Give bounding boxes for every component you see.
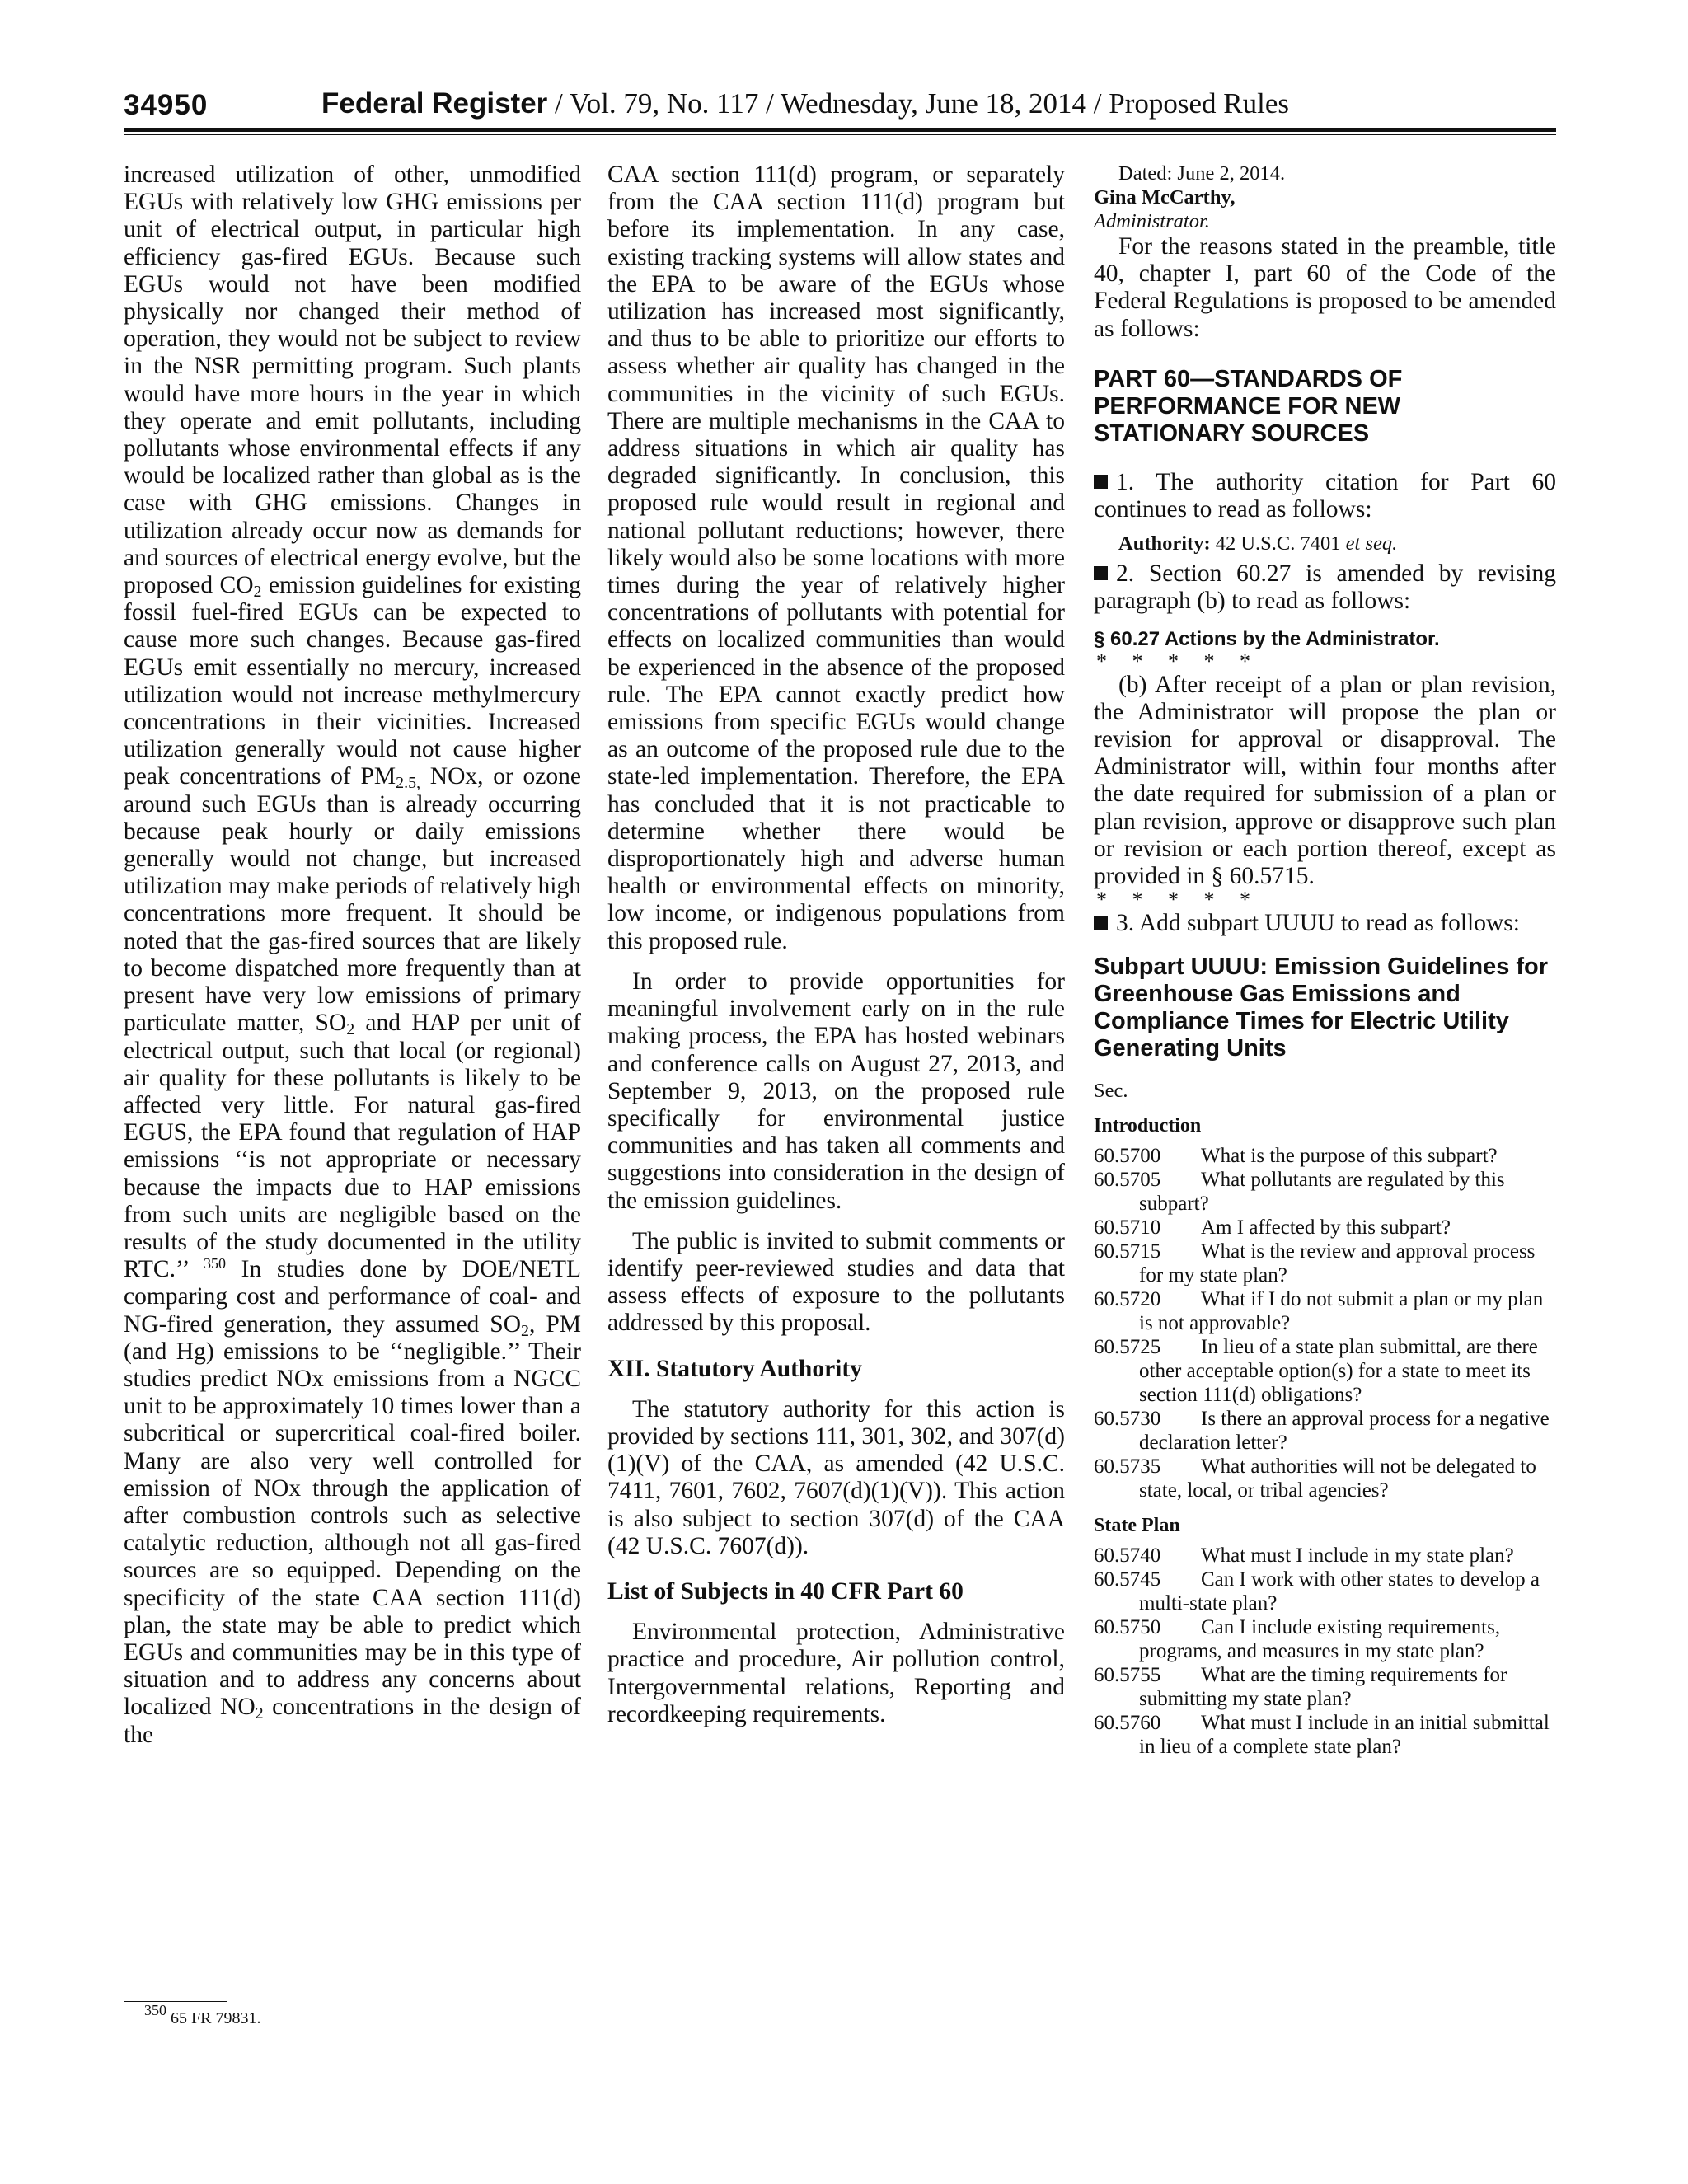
toc-section-number: 60.5750 <box>1094 1616 1161 1639</box>
toc-section-number: 60.5730 <box>1094 1408 1161 1431</box>
paragraph: In order to provide opportunities for meaningful involvement early on in the rule making process, the EPA has hosted webinars and conference calls on August 27, 2013, and September 9, 2013, on the proposed rule specifically for environmental justice communities and has taken all comments and suggestions into consideration in the design of the emission guidelines. <box>607 968 1065 1214</box>
toc-section-title: What is the purpose of this subpart? <box>1201 1145 1498 1168</box>
journal-name: Federal Register <box>321 87 548 120</box>
toc-item <box>1094 1568 1556 1615</box>
paragraph: The statutory authority for this action is provided by sections 111, 301, 302, and 307(d)(1)(V) of the CAA, as amended (42 U.S.C. 7411, 7601, 7602, 7607(d)(1)(V)). This action is also subject to section 307(d) of the CAA (42 U.S.C. 7607(d)). <box>607 1395 1065 1559</box>
square-bullet-icon <box>1094 916 1108 930</box>
section-heading: List of Subjects in 40 CFR Part 60 <box>607 1577 964 1605</box>
toc-section-number: 60.5705 <box>1094 1169 1161 1192</box>
toc-section-title: What if I do not submit a plan or my plan is not approvable? <box>1139 1288 1544 1335</box>
toc-item <box>1094 1544 1556 1568</box>
paragraph: For the reasons stated in the preamble, title 40, chapter I, part 60 of the Code of the Federal Regulations is proposed to be amended as follows: <box>1094 233 1556 342</box>
column-3 <box>1094 162 1556 1759</box>
toc-section-title: Can I include existing requirements, programs, and measures in my state plan? <box>1139 1616 1501 1663</box>
toc-section-number: 60.5715 <box>1094 1240 1161 1263</box>
amendment-2: 2. Section 60.27 is amended by revising paragraph (b) to read as follows: <box>1094 560 1556 615</box>
dated-line: Dated: June 2, 2014. <box>1118 162 1286 185</box>
toc-item <box>1094 1216 1556 1240</box>
toc-section-number: 60.5745 <box>1094 1568 1161 1591</box>
toc-section-title: Is there an approval process for a negative declaration letter? <box>1139 1408 1550 1455</box>
sec-label: Sec. <box>1094 1080 1128 1103</box>
toc-section-title: What pollutants are regulated by this subpart? <box>1139 1169 1505 1216</box>
toc-section-number: 60.5755 <box>1094 1664 1161 1687</box>
toc-item <box>1094 1335 1556 1407</box>
toc-item <box>1094 1287 1556 1335</box>
toc-section-title: Am I affected by this subpart? <box>1201 1216 1451 1240</box>
omission-stars: * * * * * <box>1096 888 1250 912</box>
toc-section-number: 60.5725 <box>1094 1336 1161 1359</box>
toc-section-title: What must I include in an initial submittal in lieu of a complete state plan? <box>1139 1712 1550 1759</box>
toc-section-number: 60.5710 <box>1094 1216 1161 1240</box>
page-number: 34950 <box>124 89 209 121</box>
toc-section-number: 60.5740 <box>1094 1544 1161 1568</box>
section-60-27-heading: § 60.27 Actions by the Administrator. <box>1094 627 1440 650</box>
toc-item <box>1094 1144 1556 1168</box>
toc-item <box>1094 1407 1556 1455</box>
toc-section-title: What must I include in my state plan? <box>1201 1544 1514 1568</box>
footnote: $^{350}$ 65 FR 79831. <box>144 2002 261 2027</box>
footnote-rule <box>124 2001 227 2002</box>
toc-group-heading: State Plan <box>1094 1515 1180 1537</box>
toc-section-title: What is the review and approval process for my state plan? <box>1139 1240 1536 1287</box>
toc-item <box>1094 1615 1556 1663</box>
toc-section-title: Can I work with other states to develop a multi-state plan? <box>1139 1568 1540 1615</box>
paragraph: The public is invited to submit comments or identify peer-reviewed studies and data that assess effects of exposure to the pollutants addressed by this proposal. <box>607 1227 1065 1337</box>
toc-item <box>1094 1711 1556 1759</box>
subpart-heading: Subpart UUUU: Emission Guidelines for Greenhouse Gas Emissions and Compliance Times for Electric Utility Generating Units <box>1094 954 1549 1062</box>
toc-section-title: In lieu of a state plan submittal, are there other acceptable option(s) for a state to meet its section 111(d) obligations? <box>1139 1336 1538 1407</box>
toc-section-title: What are the timing requirements for submitting my state plan? <box>1139 1664 1507 1711</box>
paragraph: Environmental protection, Administrative practice and procedure, Air pollution control, Intergovernmental relations, Reporting and recordkeeping requirements. <box>607 1619 1065 1727</box>
part-heading: PART 60—STANDARDS OF PERFORMANCE FOR NEW STATIONARY SOURCES <box>1094 365 1403 447</box>
amendment-1: 1. The authority citation for Part 60 continues to read as follows: <box>1094 468 1556 523</box>
toc-section-number: 60.5720 <box>1094 1288 1161 1311</box>
running-head <box>321 87 1289 120</box>
amendment-3: 3. Add subpart UUUU to read as follows: <box>1094 910 1556 937</box>
toc-item <box>1094 1663 1556 1711</box>
toc-section-number: 60.5700 <box>1094 1145 1161 1168</box>
authority-citation: Authority: 42 U.S.C. 7401 et seq. <box>1118 532 1398 555</box>
column-2 <box>607 162 1065 1728</box>
paragraph: CAA section 111(d) program, or separately from the CAA section 111(d) program but before its implementation. In any case, existing tracking systems will allow states and the EPA to be aware of the EGUs whose utilization has increased most significantly, and thus to be able to prioritize our efforts to assess whether air quality has changed in the communities in the vicinity of such EGUs. There are multiple mechanisms in the CAA to address situations in which air quality has degraded significantly. In conclusion, this proposed rule would result in regional and national pollutant reductions; however, there likely would also be some locations with more times during the year of relatively higher concentrations of pollutants with potential for effects on localized communities than would be experienced in the absence of the proposed rule. The EPA cannot exactly predict how emissions from specific EGUs would change as an outcome of the proposed rule due to the state-led implementation. Therefore, the EPA has concluded that it is not practicable to determine whether there would be disproportionately high and adverse human health or environmental effects on minority, low income, or indigenous populations from this proposed rule. <box>607 162 1065 954</box>
square-bullet-icon <box>1094 475 1108 489</box>
omission-stars: * * * * * <box>1096 649 1250 673</box>
toc-item <box>1094 1240 1556 1287</box>
square-bullet-icon <box>1094 566 1108 580</box>
issue-details: / Vol. 79, No. 117 / Wednesday, June 18, 2014 / Proposed Rules <box>547 87 1289 120</box>
paragraph: increased utilization of other, unmodified EGUs with relatively low GHG emissions per unit of electrical output, in particular high efficiency gas-fired EGUs. Because such EGUs would not have been modified physically nor changed their method of operation, they would not be subject to review in the NSR permitting program. Such plants would have more hours in the year in which they operate and emit pollutants, including pollutants whose environmental effects if any would be localized rather than global as is the case with GHG emissions. Changes in utilization already occur now as demands for and sources of electrical energy evolve, but the proposed $CO_2$ emission guidelines for existing fossil fuel-fired EGUs can be expected to cause more such changes. Because gas-fired EGUs emit essentially no mercury, increased utilization would not increase methylmercury concentrations in their vicinities. Increased utilization generally would not cause higher peak concentrations of $PM_{2.5,}$ NOx, or ozone around such EGUs than is already occurring because peak hourly or daily emissions generally would not change, but increased utilization may make periods of relatively high concentrations more frequent. It should be noted that the gas-fired sources that are likely to become dispatched more frequently than at present have very low emissions of primary particulate matter, $SO_2$ and HAP per unit of electrical output, such that local (or regional) air quality for these pollutants is likely to be affected very little. For natural gas-fired EGUS, the EPA found that regulation of HAP emissions ‘‘is not appropriate or necessary because the impacts due to HAP emissions from such units are negligible based on the results of the study documented in the utility RTC.’’ $^{350}$ In studies done by DOE/NETL comparing cost and performance of coal- and NG-fired generation, they assumed $SO_2$, PM (and Hg) emissions to be ‘‘negligible.’’ Their studies predict NOx emissions from a NGCC unit to be approximately 10 times lower than a subcritical or supercritical coal-fired boiler. Many are also very well controlled for emission of NOx through the application of after combustion controls such as selective catalytic reduction, although not all gas-fired sources are so equipped. Depending on the specificity of the state CAA section 111(d) plan, the state may be able to predict which EGUs and communities may be in this type of situation and to address any concerns about localized $NO_2$ concentrations in the design of the <box>124 162 581 1748</box>
column-1 <box>124 162 581 1749</box>
toc-section-number: 60.5760 <box>1094 1712 1161 1735</box>
toc-group-heading: Introduction <box>1094 1115 1202 1137</box>
header-rule-thin <box>124 134 1556 135</box>
toc-item <box>1094 1455 1556 1502</box>
header-rule-thick <box>124 128 1556 132</box>
section-heading: XII. Statutory Authority <box>607 1355 862 1382</box>
toc-item <box>1094 1168 1556 1216</box>
page-header <box>124 82 1556 132</box>
signer-title: Administrator. <box>1094 210 1210 232</box>
toc-section-number: 60.5735 <box>1094 1455 1161 1479</box>
signer-name: Gina McCarthy, <box>1094 186 1236 209</box>
paragraph-b: (b) After receipt of a plan or plan revision, the Administrator will propose the plan or revision for approval or disapproval. The Administrator will, within four months after the date required for submission of a plan or plan revision, approve or disapprove such plan or revision or each portion thereof, except as provided in § 60.5715. <box>1094 671 1556 890</box>
table-of-contents <box>1094 1114 1556 1759</box>
toc-section-title: What authorities will not be delegated to state, local, or tribal agencies? <box>1139 1455 1536 1502</box>
footnote-ref: 350 <box>203 1255 226 1272</box>
